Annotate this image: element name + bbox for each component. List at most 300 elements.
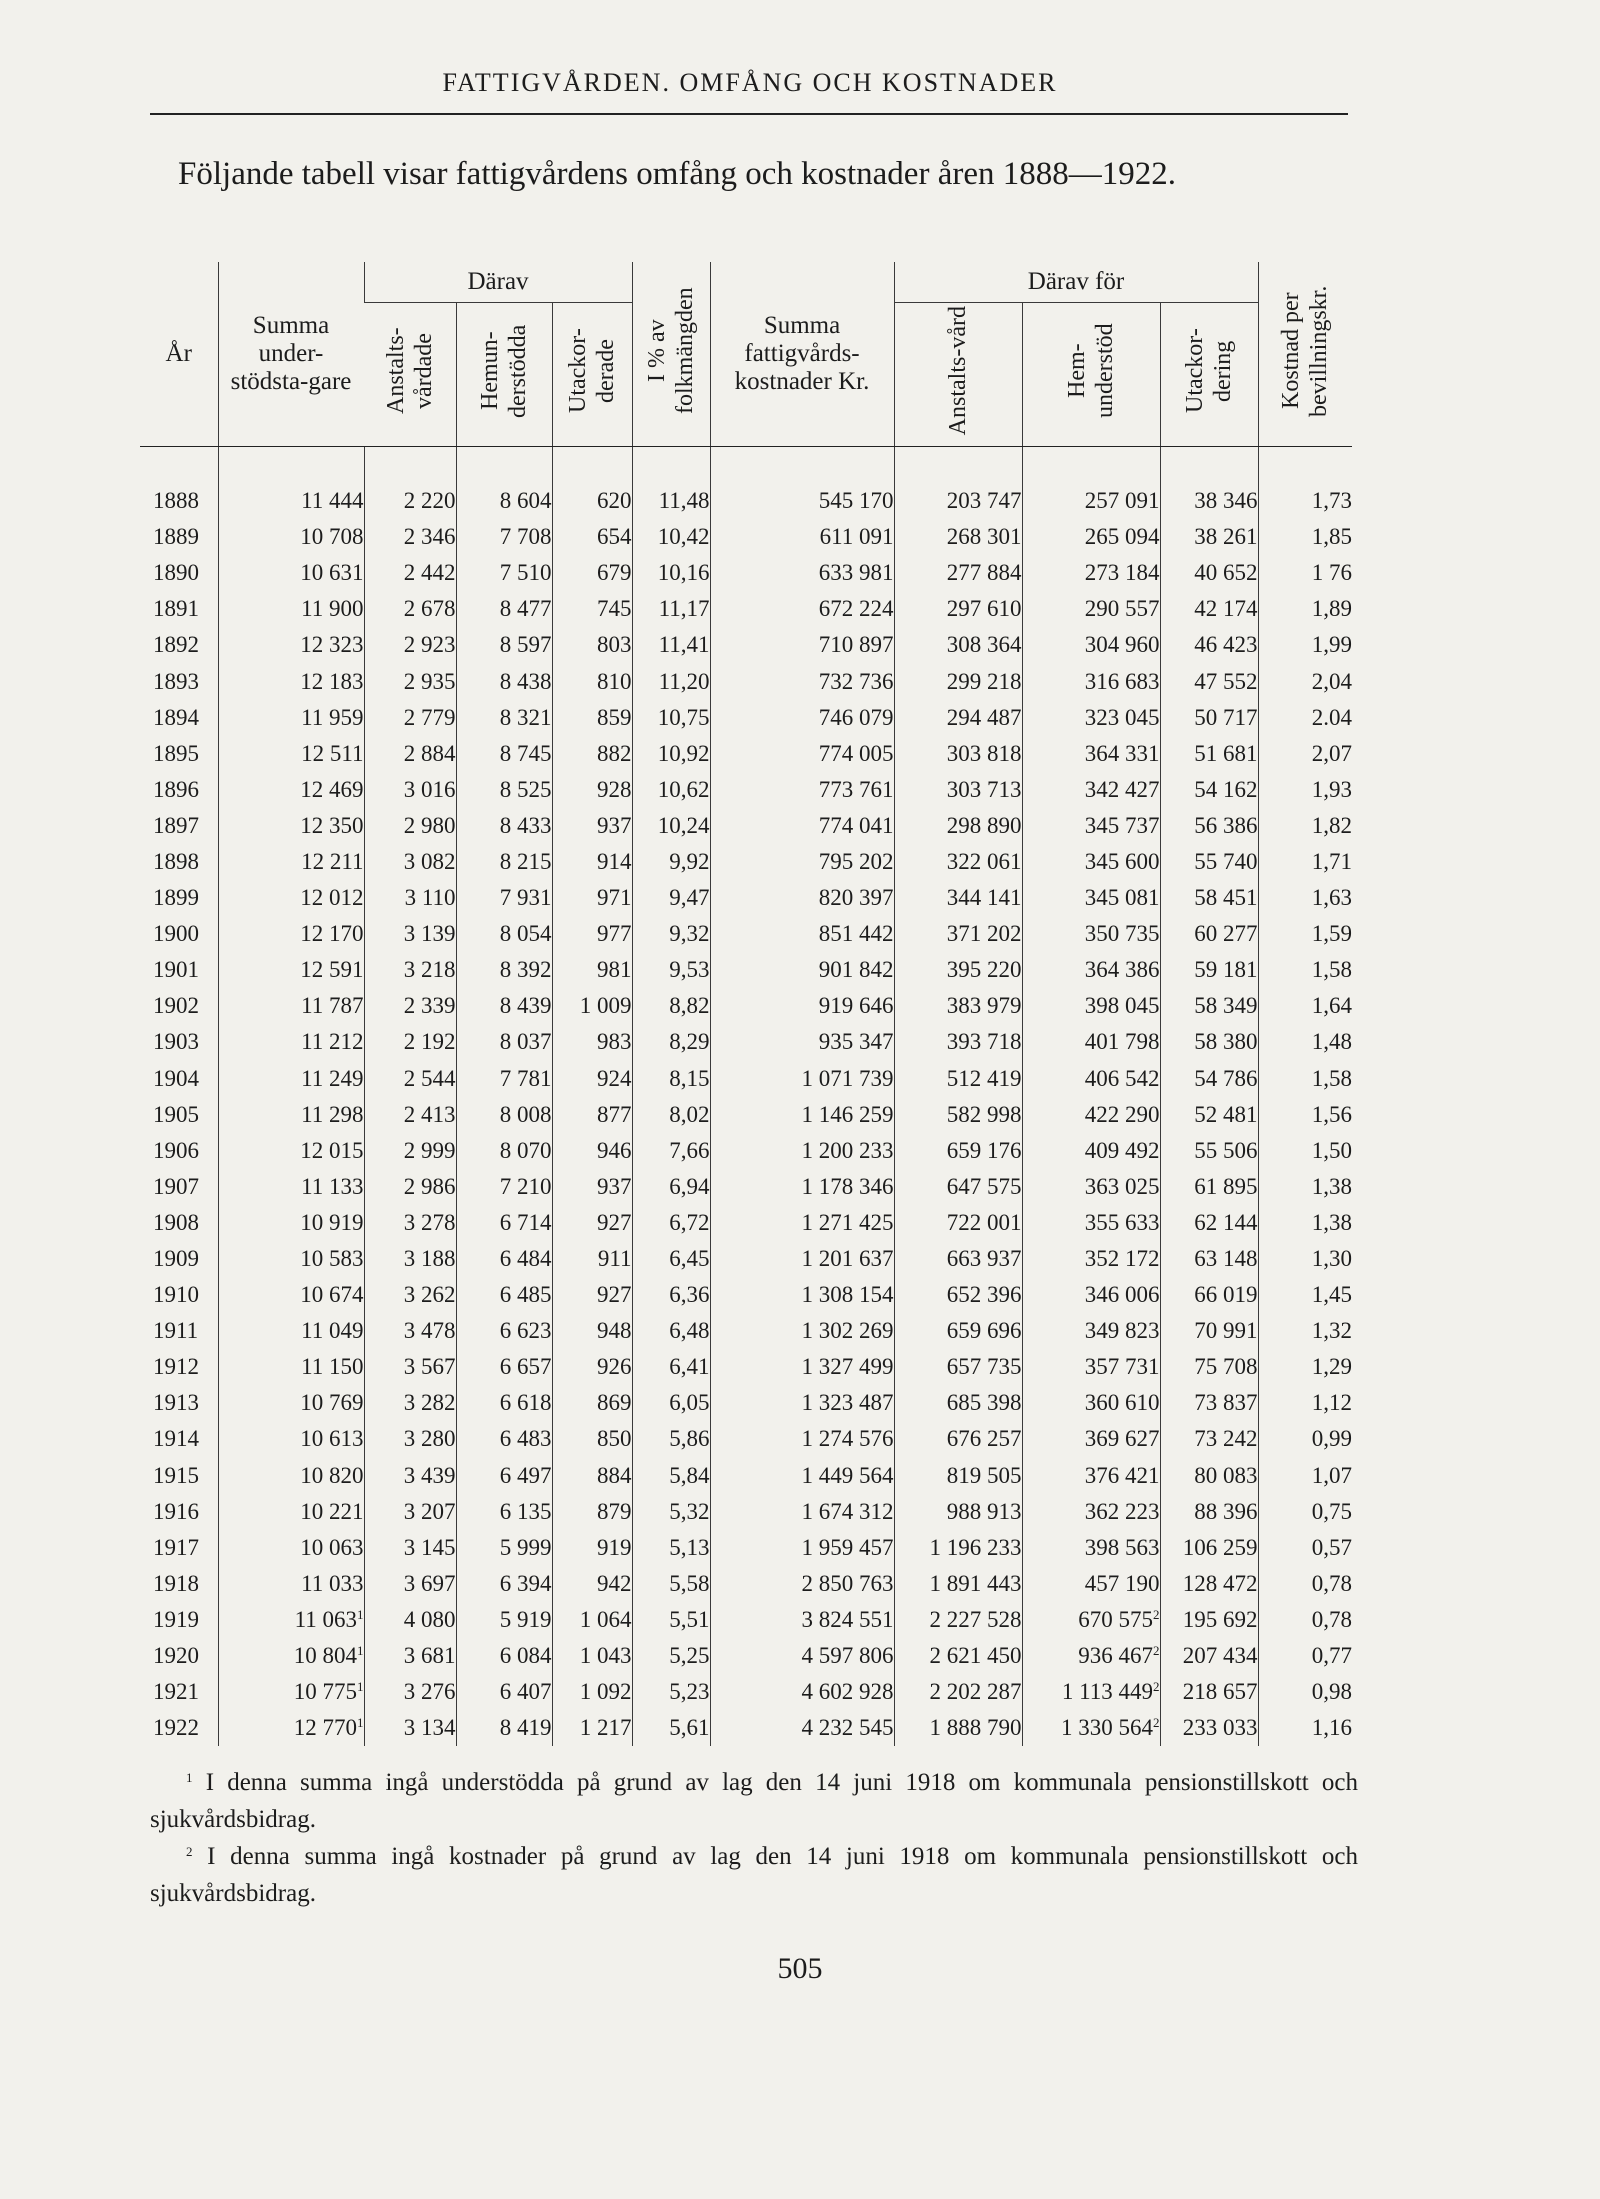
table-row (140, 1205, 1352, 1241)
outsourcing-cost-cell: 60 277 (1160, 916, 1258, 952)
total-costs-cell: 851 442 (710, 916, 894, 952)
percent-population-cell: 9,53 (632, 952, 710, 988)
home-supported-cell: 8 439 (456, 988, 552, 1024)
outsourcing-cost-cell: 62 144 (1160, 1205, 1258, 1241)
home-support-cost-cell: 369 627 (1022, 1421, 1160, 1457)
home-support-cost-cell: 401 798 (1022, 1024, 1160, 1060)
year-cell: 1905 (153, 1101, 199, 1127)
percent-population-cell: 10,16 (632, 555, 710, 591)
header-cost-per-taxpayer: Kostnad per bevillningskr. (1258, 262, 1352, 447)
cost-per-taxpayer-cell: 1,93 (1258, 772, 1352, 808)
total-supported-cell: 11 033 (218, 1566, 364, 1602)
home-supported-cell: 8 745 (456, 736, 552, 772)
total-supported-cell: 11 787 (218, 988, 364, 1024)
outsourcing-cost-cell: 128 472 (1160, 1566, 1258, 1602)
outsourced-cell: 948 (552, 1313, 632, 1349)
home-supported-cell: 5 919 (456, 1602, 552, 1638)
home-support-cost-cell: 355 633 (1022, 1205, 1160, 1241)
outsourcing-cost-cell: 106 259 (1160, 1530, 1258, 1566)
year-cell: 1918 (153, 1570, 199, 1596)
total-costs-cell: 901 842 (710, 952, 894, 988)
institution-cared-cell: 3 262 (364, 1277, 456, 1313)
home-support-cost-cell: 363 025 (1022, 1169, 1160, 1205)
table-row (140, 808, 1352, 844)
total-supported-cell: 10 919 (218, 1205, 364, 1241)
header-total-costs: Summa fattigvårds-kostnader Kr. (710, 262, 894, 447)
header-outsourced: Utackor-derade (552, 303, 632, 447)
institution-cared-cell: 3 567 (364, 1349, 456, 1385)
institution-care-cost-cell: 303 818 (894, 736, 1022, 772)
cost-per-taxpayer-cell: 0,75 (1258, 1494, 1352, 1530)
cost-per-taxpayer-cell: 1,50 (1258, 1133, 1352, 1169)
outsourcing-cost-cell: 58 380 (1160, 1024, 1258, 1060)
outsourcing-cost-cell: 46 423 (1160, 627, 1258, 663)
cost-per-taxpayer-cell: 2,07 (1258, 736, 1352, 772)
table-row (140, 1638, 1352, 1674)
outsourced-cell: 1 043 (552, 1638, 632, 1674)
institution-cared-cell: 3 207 (364, 1494, 456, 1530)
institution-care-cost-cell: 2 202 287 (894, 1674, 1022, 1710)
table-row (140, 1241, 1352, 1277)
cost-per-taxpayer-cell: 1,99 (1258, 627, 1352, 663)
table-row (140, 1494, 1352, 1530)
table-row (140, 700, 1352, 736)
home-support-cost-cell: 457 190 (1022, 1566, 1160, 1602)
outsourced-cell: 937 (552, 1169, 632, 1205)
home-supported-cell: 6 714 (456, 1205, 552, 1241)
total-supported-cell: 11 133 (218, 1169, 364, 1205)
total-supported-cell: 10 820 (218, 1458, 364, 1494)
table-row (140, 1169, 1352, 1205)
total-supported-cell: 12 012 (218, 880, 364, 916)
year-cell: 1896 (153, 776, 199, 802)
home-supported-cell: 8 597 (456, 627, 552, 663)
footnotes (150, 1764, 1358, 1912)
institution-care-cost-cell: 395 220 (894, 952, 1022, 988)
outsourced-cell: 924 (552, 1061, 632, 1097)
table-row (140, 952, 1352, 988)
table-row (140, 1530, 1352, 1566)
home-supported-cell: 8 477 (456, 591, 552, 627)
home-supported-cell: 8 433 (456, 808, 552, 844)
table-row (140, 1458, 1352, 1494)
footnote-marker: 1 (357, 1679, 364, 1695)
institution-cared-cell: 3 134 (364, 1710, 456, 1746)
home-supported-cell: 6 657 (456, 1349, 552, 1385)
total-costs-cell: 1 274 576 (710, 1421, 894, 1457)
table-row (140, 1349, 1352, 1385)
institution-cared-cell: 2 192 (364, 1024, 456, 1060)
year-cell: 1899 (153, 885, 199, 911)
outsourced-cell: 926 (552, 1349, 632, 1385)
institution-cared-cell: 3 110 (364, 880, 456, 916)
outsourcing-cost-cell: 52 481 (1160, 1097, 1258, 1133)
total-costs-cell: 1 327 499 (710, 1349, 894, 1385)
year-cell: 1921 (153, 1679, 199, 1705)
total-supported-cell: 12 511 (218, 736, 364, 772)
header-year: År (140, 262, 218, 447)
table-body (140, 447, 1352, 1747)
percent-population-cell: 10,92 (632, 736, 710, 772)
cost-per-taxpayer-cell: 1,30 (1258, 1241, 1352, 1277)
total-supported-cell: 11 900 (218, 591, 364, 627)
total-supported-cell: 11 444 (218, 483, 364, 519)
cost-per-taxpayer-cell: 1,71 (1258, 844, 1352, 880)
total-costs-cell: 732 736 (710, 663, 894, 699)
outsourcing-cost-cell: 42 174 (1160, 591, 1258, 627)
institution-cared-cell: 2 980 (364, 808, 456, 844)
outsourcing-cost-cell: 50 717 (1160, 700, 1258, 736)
outsourced-cell: 977 (552, 916, 632, 952)
outsourced-cell: 1 217 (552, 1710, 632, 1746)
total-supported-cell: 12 469 (218, 772, 364, 808)
home-supported-cell: 8 525 (456, 772, 552, 808)
total-supported-cell: 10 221 (218, 1494, 364, 1530)
institution-care-cost-cell: 657 735 (894, 1349, 1022, 1385)
footnote-marker: 2 (1153, 1715, 1160, 1731)
institution-care-cost-cell: 659 176 (894, 1133, 1022, 1169)
home-supported-cell: 6 407 (456, 1674, 552, 1710)
year-cell: 1894 (153, 704, 199, 730)
outsourced-cell: 983 (552, 1024, 632, 1060)
cost-per-taxpayer-cell: 1,63 (1258, 880, 1352, 916)
institution-cared-cell: 3 188 (364, 1241, 456, 1277)
home-support-cost-cell: 342 427 (1022, 772, 1160, 808)
outsourcing-cost-cell: 63 148 (1160, 1241, 1258, 1277)
year-cell: 1890 (153, 560, 199, 586)
outsourcing-cost-cell: 51 681 (1160, 736, 1258, 772)
total-supported-cell: 10 $775^1$ (218, 1674, 364, 1710)
home-support-cost-cell: 364 331 (1022, 736, 1160, 772)
percent-population-cell: 5,23 (632, 1674, 710, 1710)
institution-care-cost-cell: 676 257 (894, 1421, 1022, 1457)
home-supported-cell: 8 392 (456, 952, 552, 988)
outsourced-cell: 919 (552, 1530, 632, 1566)
home-supported-cell: 8 070 (456, 1133, 552, 1169)
total-supported-cell: 12 170 (218, 916, 364, 952)
home-supported-cell: 6 084 (456, 1638, 552, 1674)
institution-cared-cell: 2 346 (364, 519, 456, 555)
cost-per-taxpayer-cell: 1,64 (1258, 988, 1352, 1024)
total-costs-cell: 746 079 (710, 700, 894, 736)
total-supported-cell: 11 249 (218, 1061, 364, 1097)
institution-care-cost-cell: 203 747 (894, 483, 1022, 519)
total-costs-cell: 4 597 806 (710, 1638, 894, 1674)
percent-population-cell: 5,51 (632, 1602, 710, 1638)
home-support-cost-cell: 398 045 (1022, 988, 1160, 1024)
home-supported-cell: 6 485 (456, 1277, 552, 1313)
percent-population-cell: 7,66 (632, 1133, 710, 1169)
total-costs-cell: 545 170 (710, 483, 894, 519)
institution-care-cost-cell: 322 061 (894, 844, 1022, 880)
outsourced-cell: 850 (552, 1421, 632, 1457)
total-costs-cell: 935 347 (710, 1024, 894, 1060)
outsourced-cell: 745 (552, 591, 632, 627)
footnote-marker: 1 (357, 1643, 364, 1659)
home-supported-cell: 8 321 (456, 700, 552, 736)
institution-cared-cell: 2 413 (364, 1097, 456, 1133)
table-row (140, 736, 1352, 772)
footnote-2: $^2$ I denna summa ingå kostnader på grund av lag den 14 juni 1918 om kommunala pensionstillskott och sjukvårdsbidrag. (150, 1843, 1359, 1907)
percent-population-cell: 8,15 (632, 1061, 710, 1097)
total-costs-cell: 919 646 (710, 988, 894, 1024)
cost-per-taxpayer-cell: 1,73 (1258, 483, 1352, 519)
outsourced-cell: 654 (552, 519, 632, 555)
outsourcing-cost-cell: 59 181 (1160, 952, 1258, 988)
total-costs-cell: 1 674 312 (710, 1494, 894, 1530)
institution-care-cost-cell: 344 141 (894, 880, 1022, 916)
total-costs-cell: 820 397 (710, 880, 894, 916)
outsourced-cell: 620 (552, 483, 632, 519)
footnote-marker: 1 (357, 1715, 364, 1731)
institution-care-cost-cell: 294 487 (894, 700, 1022, 736)
outsourcing-cost-cell: 47 552 (1160, 663, 1258, 699)
home-supported-cell: 6 483 (456, 1421, 552, 1457)
total-costs-cell: 795 202 (710, 844, 894, 880)
year-cell: 1901 (153, 957, 199, 983)
institution-cared-cell: 3 697 (364, 1566, 456, 1602)
year-cell: 1914 (153, 1426, 199, 1452)
percent-population-cell: 11,17 (632, 591, 710, 627)
home-supported-cell: 6 618 (456, 1385, 552, 1421)
cost-per-taxpayer-cell: 1,29 (1258, 1349, 1352, 1385)
cost-per-taxpayer-cell: 1,48 (1258, 1024, 1352, 1060)
percent-population-cell: 8,82 (632, 988, 710, 1024)
outsourced-cell: 810 (552, 663, 632, 699)
institution-cared-cell: 4 080 (364, 1602, 456, 1638)
institution-care-cost-cell: 2 621 450 (894, 1638, 1022, 1674)
home-supported-cell: 7 210 (456, 1169, 552, 1205)
percent-population-cell: 5,32 (632, 1494, 710, 1530)
total-costs-cell: 1 302 269 (710, 1313, 894, 1349)
institution-care-cost-cell: 297 610 (894, 591, 1022, 627)
total-supported-cell: 11 150 (218, 1349, 364, 1385)
total-supported-cell: 10 708 (218, 519, 364, 555)
outsourcing-cost-cell: 58 349 (1160, 988, 1258, 1024)
institution-cared-cell: 3 145 (364, 1530, 456, 1566)
table-row (140, 772, 1352, 808)
institution-care-cost-cell: 722 001 (894, 1205, 1022, 1241)
footnote-marker: 2 (1153, 1643, 1160, 1659)
outsourcing-cost-cell: 73 837 (1160, 1385, 1258, 1421)
outsourcing-cost-cell: 55 740 (1160, 844, 1258, 880)
institution-cared-cell: 3 478 (364, 1313, 456, 1349)
year-cell: 1906 (153, 1137, 199, 1163)
table-row (140, 1421, 1352, 1457)
table-row (140, 1385, 1352, 1421)
total-costs-cell: 633 981 (710, 555, 894, 591)
table-row (140, 663, 1352, 699)
year-cell: 1917 (153, 1534, 199, 1560)
intro-paragraph: Följande tabell visar fattigvårdens omfång och kostnader åren 1888—1922. (178, 156, 1176, 192)
institution-care-cost-cell: 647 575 (894, 1169, 1022, 1205)
total-costs-cell: 1 146 259 (710, 1097, 894, 1133)
institution-cared-cell: 2 935 (364, 663, 456, 699)
total-supported-cell: 10 583 (218, 1241, 364, 1277)
total-costs-cell: 710 897 (710, 627, 894, 663)
home-supported-cell: 5 999 (456, 1530, 552, 1566)
cost-per-taxpayer-cell: 0,77 (1258, 1638, 1352, 1674)
home-support-cost-cell: 350 735 (1022, 916, 1160, 952)
percent-population-cell: 10,42 (632, 519, 710, 555)
institution-cared-cell: 3 276 (364, 1674, 456, 1710)
home-support-cost-cell: 316 683 (1022, 663, 1160, 699)
cost-per-taxpayer-cell: 0,57 (1258, 1530, 1352, 1566)
percent-population-cell: 6,41 (632, 1349, 710, 1385)
home-supported-cell: 8 604 (456, 483, 552, 519)
home-supported-cell: 7 781 (456, 1061, 552, 1097)
cost-per-taxpayer-cell: 1 76 (1258, 555, 1352, 591)
home-supported-cell: 6 484 (456, 1241, 552, 1277)
table-row (140, 627, 1352, 663)
page-number: 505 (777, 1952, 823, 1985)
percent-population-cell: 5,86 (632, 1421, 710, 1457)
table-row (140, 1710, 1352, 1746)
total-costs-cell: 1 323 487 (710, 1385, 894, 1421)
total-costs-cell: 1 959 457 (710, 1530, 894, 1566)
cost-per-taxpayer-cell: 1,56 (1258, 1097, 1352, 1133)
year-cell: 1922 (153, 1715, 199, 1741)
year-cell: 1898 (153, 848, 199, 874)
total-supported-cell: 11 $063^1$ (218, 1602, 364, 1638)
home-support-cost-cell: 345 081 (1022, 880, 1160, 916)
table-row (140, 555, 1352, 591)
home-supported-cell: 8 008 (456, 1097, 552, 1133)
cost-per-taxpayer-cell: 2,04 (1258, 663, 1352, 699)
home-support-cost-cell: 422 290 (1022, 1097, 1160, 1133)
outsourced-cell: 937 (552, 808, 632, 844)
total-supported-cell: 11 298 (218, 1097, 364, 1133)
home-support-cost-cell: 345 737 (1022, 808, 1160, 844)
cost-per-taxpayer-cell: 0,78 (1258, 1566, 1352, 1602)
table-row (140, 1277, 1352, 1313)
total-supported-cell: 12 183 (218, 663, 364, 699)
percent-population-cell: 8,29 (632, 1024, 710, 1060)
percent-population-cell: 10,62 (632, 772, 710, 808)
outsourcing-cost-cell: 61 895 (1160, 1169, 1258, 1205)
home-support-cost-cell: 323 045 (1022, 700, 1160, 736)
home-supported-cell: 8 438 (456, 663, 552, 699)
outsourced-cell: 679 (552, 555, 632, 591)
total-supported-cell: 12 015 (218, 1133, 364, 1169)
outsourcing-cost-cell: 38 346 (1160, 483, 1258, 519)
home-support-cost-cell: 352 172 (1022, 1241, 1160, 1277)
outsourced-cell: 879 (552, 1494, 632, 1530)
cost-per-taxpayer-cell: 1,07 (1258, 1458, 1352, 1494)
outsourcing-cost-cell: 88 396 (1160, 1494, 1258, 1530)
outsourced-cell: 877 (552, 1097, 632, 1133)
outsourced-cell: 882 (552, 736, 632, 772)
table-row (140, 988, 1352, 1024)
institution-cared-cell: 2 923 (364, 627, 456, 663)
institution-cared-cell: 3 016 (364, 772, 456, 808)
total-costs-cell: 4 602 928 (710, 1674, 894, 1710)
footnote-marker: 2 (1153, 1606, 1160, 1622)
institution-care-cost-cell: 819 505 (894, 1458, 1022, 1494)
outsourced-cell: 946 (552, 1133, 632, 1169)
institution-cared-cell: 2 986 (364, 1169, 456, 1205)
institution-care-cost-cell: 663 937 (894, 1241, 1022, 1277)
total-costs-cell: 4 232 545 (710, 1710, 894, 1746)
home-support-cost-cell: 406 542 (1022, 1061, 1160, 1097)
outsourced-cell: 1 009 (552, 988, 632, 1024)
outsourced-cell: 1 092 (552, 1674, 632, 1710)
total-supported-cell: 10 063 (218, 1530, 364, 1566)
cost-per-taxpayer-cell: 0,99 (1258, 1421, 1352, 1457)
header-rule (150, 113, 1348, 115)
year-cell: 1904 (153, 1065, 199, 1091)
cost-per-taxpayer-cell: 1,12 (1258, 1385, 1352, 1421)
home-supported-cell: 6 135 (456, 1494, 552, 1530)
percent-population-cell: 6,48 (632, 1313, 710, 1349)
year-cell: 1920 (153, 1643, 199, 1669)
year-cell: 1892 (153, 632, 199, 658)
institution-cared-cell: 3 681 (364, 1638, 456, 1674)
home-support-cost-cell: 265 094 (1022, 519, 1160, 555)
percent-population-cell: 5,13 (632, 1530, 710, 1566)
outsourcing-cost-cell: 38 261 (1160, 519, 1258, 555)
outsourcing-cost-cell: 75 708 (1160, 1349, 1258, 1385)
institution-care-cost-cell: 277 884 (894, 555, 1022, 591)
percent-population-cell: 6,05 (632, 1385, 710, 1421)
cost-per-taxpayer-cell: 1,32 (1258, 1313, 1352, 1349)
header-home-supported: Hemun-derstödda (456, 303, 552, 447)
table-row (140, 1566, 1352, 1602)
outsourcing-cost-cell: 58 451 (1160, 880, 1258, 916)
total-costs-cell: 1 271 425 (710, 1205, 894, 1241)
total-costs-cell: 3 824 551 (710, 1602, 894, 1638)
cost-per-taxpayer-cell: 1,38 (1258, 1205, 1352, 1241)
cost-per-taxpayer-cell: 2.04 (1258, 700, 1352, 736)
percent-population-cell: 10,75 (632, 700, 710, 736)
outsourced-cell: 927 (552, 1277, 632, 1313)
percent-population-cell: 5,61 (632, 1710, 710, 1746)
outsourced-cell: 859 (552, 700, 632, 736)
total-supported-cell: 11 212 (218, 1024, 364, 1060)
outsourcing-cost-cell: 218 657 (1160, 1674, 1258, 1710)
institution-care-cost-cell: 371 202 (894, 916, 1022, 952)
institution-cared-cell: 3 082 (364, 844, 456, 880)
table-row (140, 1133, 1352, 1169)
home-support-cost-cell: 1 113 $449^2$ (1022, 1674, 1160, 1710)
total-supported-cell: 12 $770^1$ (218, 1710, 364, 1746)
institution-cared-cell: 2 884 (364, 736, 456, 772)
home-support-cost-cell: 376 421 (1022, 1458, 1160, 1494)
outsourced-cell: 971 (552, 880, 632, 916)
institution-care-cost-cell: 652 396 (894, 1277, 1022, 1313)
home-supported-cell: 6 497 (456, 1458, 552, 1494)
cost-per-taxpayer-cell: 1,82 (1258, 808, 1352, 844)
home-support-cost-cell: 670 $575^2$ (1022, 1602, 1160, 1638)
poor-relief-table (140, 262, 1352, 1746)
home-support-cost-cell: 345 600 (1022, 844, 1160, 880)
home-supported-cell: 6 394 (456, 1566, 552, 1602)
institution-cared-cell: 3 139 (364, 916, 456, 952)
outsourced-cell: 884 (552, 1458, 632, 1494)
home-supported-cell: 7 708 (456, 519, 552, 555)
footnote-marker: 1 (357, 1606, 364, 1622)
table-row (140, 1097, 1352, 1133)
outsourcing-cost-cell: 73 242 (1160, 1421, 1258, 1457)
institution-care-cost-cell: 1 891 443 (894, 1566, 1022, 1602)
cost-per-taxpayer-cell: 1,59 (1258, 916, 1352, 952)
total-costs-cell: 1 201 637 (710, 1241, 894, 1277)
institution-cared-cell: 3 278 (364, 1205, 456, 1241)
percent-population-cell: 11,41 (632, 627, 710, 663)
header-institution-cared: Anstalts-vårdade (364, 303, 456, 447)
outsourcing-cost-cell: 66 019 (1160, 1277, 1258, 1313)
table-row (140, 1061, 1352, 1097)
